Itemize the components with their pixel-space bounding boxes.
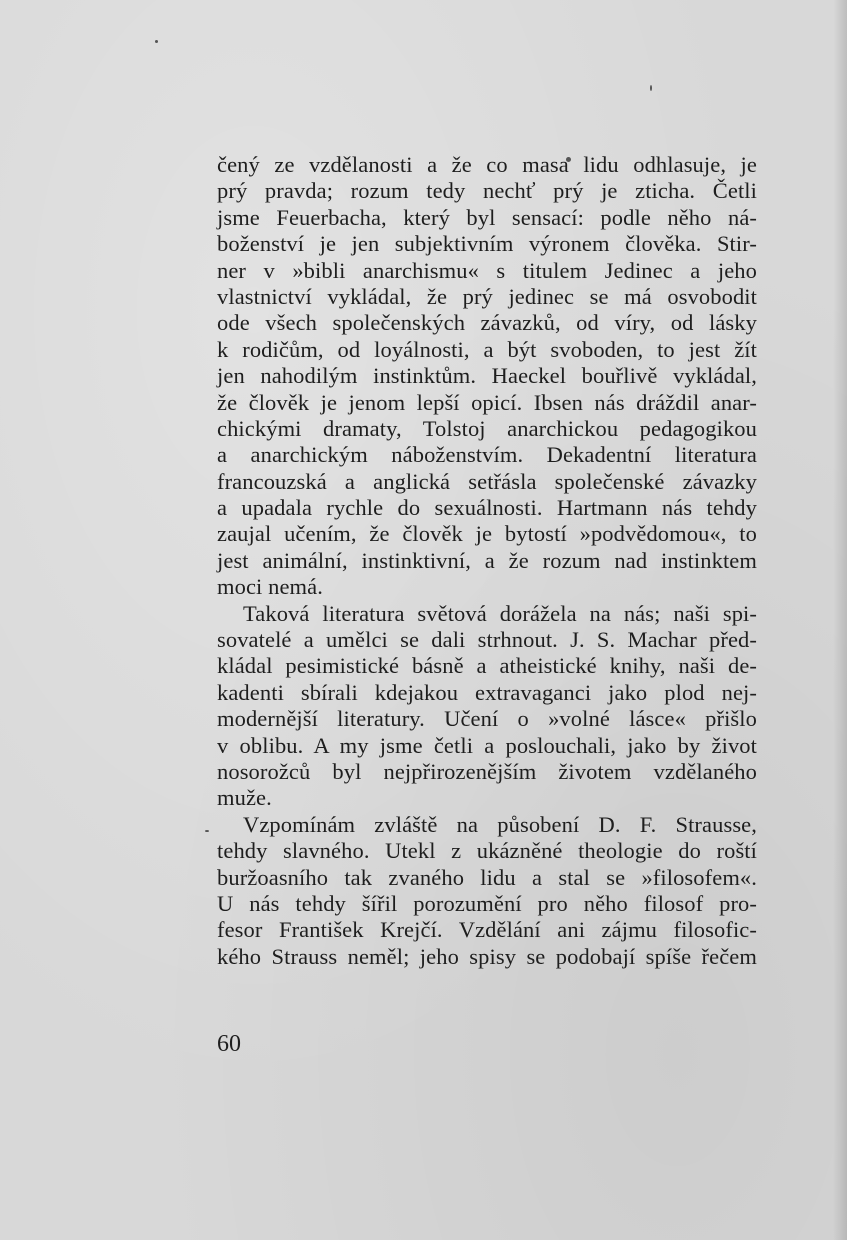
text-line: Taková literatura světová dorážela na nás; naši spi- [243,600,757,626]
text-line: nosorožců byl nejpřirozenějším životem vzdělaného [217,758,757,784]
text-line: ode všech společenských závazků, od víry, od lásky [217,310,757,336]
text-line: kadenti sbírali kdejakou extravaganci jako plod nej- [217,679,757,705]
text-line: vlastnictví vykládal, že prý jedinec se má osvobodit [217,283,757,309]
text-line: jest animální, instinktivní, a že rozum nad instinktem [217,547,757,573]
text-line: modernější literatury. Učení o »volné lásce« přišlo [217,706,757,732]
text-line: a anarchickým náboženstvím. Dekadentní literatura [217,442,757,468]
page-edge-shadow [833,0,847,1240]
text-line: Vzpomínám zvláště na působení D. F. Strausse, [243,811,757,837]
text-line: zaujal učením, že člověk je bytostí »podvědomou«, to [217,521,757,547]
text-line: U nás tehdy šířil porozumění pro něho filosof pro- [217,890,757,916]
text-line: fesor František Krejčí. Vzdělání ani zájmu filosofic- [217,917,757,943]
page-number: 60 [217,1031,241,1057]
text-line: kého Strauss neměl; jeho spisy se podobají spíše řečem [217,943,757,969]
text-line: v oblibu. A my jsme četli a poslouchali, jako by život [217,732,757,758]
text-line: boženství je jen subjektivním výronem člověka. Stir- [217,231,757,257]
print-speck [155,40,158,43]
text-line: a upadala rychle do sexuálnosti. Hartmann nás tehdy [217,495,757,521]
text-line: prý pravda; rozum tedy nechť prý je zticha. Četli [217,178,757,204]
text-line: čený ze vzdělanosti a že co masa lidu odhlasuje, je [217,152,757,177]
body-text [217,152,757,970]
text-line: ner v »bibli anarchismu« s titulem Jedinec a jeho [217,257,757,283]
text-line: chickými dramaty, Tolstoj anarchickou pedagogikou [217,415,757,441]
text-line: kládal pesimistické básně a atheistické knihy, naši de- [217,653,757,679]
text-line: moci nemá. [217,574,323,600]
text-line: že člověk je jenom lepší opicí. Ibsen nás dráždil anar- [217,389,757,415]
text-line: jen nahodilým instinktům. Haeckel bouřlivě vykládal, [217,363,757,389]
text-line: muže. [217,785,272,811]
text-line: jsme Feuerbacha, který byl sensací: podle něho ná- [217,204,757,230]
text-line: k rodičům, od loyálnosti, a být svoboden, to jest žít [217,336,757,362]
print-speck [650,85,652,91]
text-line: buržoasního tak zvaného lidu a stal se »filosofem«. [217,864,757,890]
text-line: sovatelé a umělci se dali strhnout. J. S. Machar před- [217,627,757,653]
text-line: francouzská a anglická setřásla společenské závazky [217,468,757,494]
text-line: tehdy slavného. Utekl z ukázněné theologie do roští [217,838,757,864]
print-speck [205,830,209,832]
